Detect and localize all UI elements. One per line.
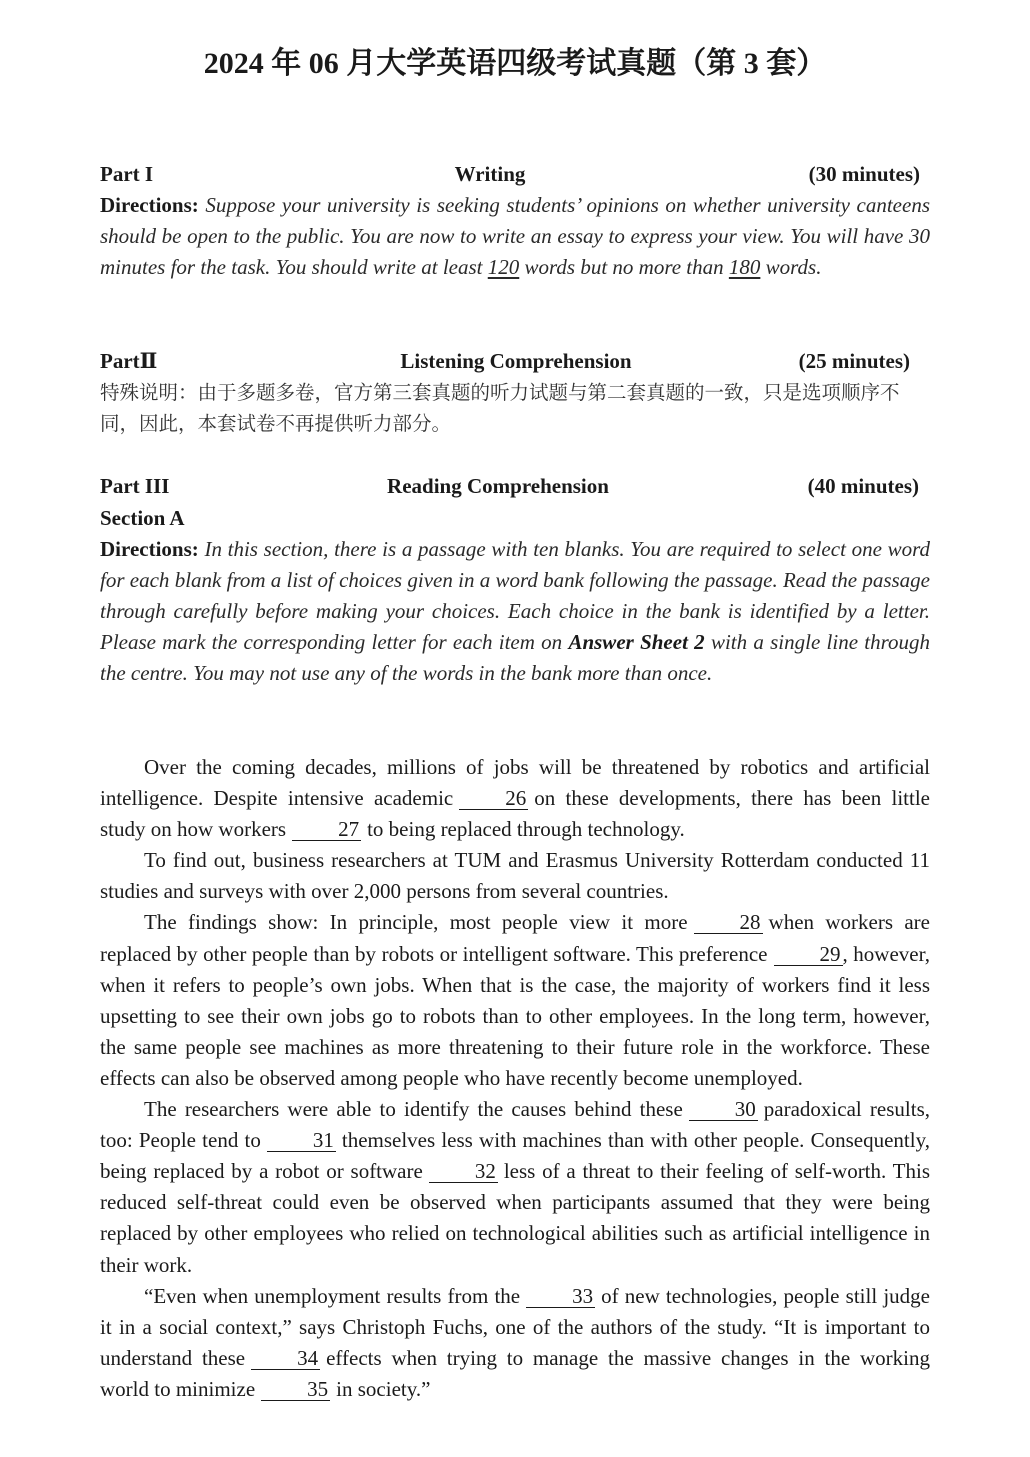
part1-name: Writing xyxy=(454,162,526,186)
part1-directions-text-b: words but no more than xyxy=(524,255,724,279)
part1-directions-text-a: Suppose your university is seeking students’ opinions on whether university canteens should be open to the public. You are now to write an essay to express your view. You will have 30 minutes for the task. You should write at least xyxy=(100,193,930,279)
part1-directions xyxy=(100,190,930,283)
part3-time: (40 minutes) xyxy=(807,474,919,498)
part1-label: Part I xyxy=(100,162,154,186)
part2-header xyxy=(100,346,910,376)
passage-text: on these developments, there has been little study on how workers xyxy=(100,786,930,842)
blank-26: 26 xyxy=(459,787,528,810)
part2-time: (25 minutes) xyxy=(798,349,910,373)
answer-sheet-label: Answer Sheet 2 xyxy=(568,630,705,654)
part1-max-words: 180 xyxy=(728,255,761,279)
blank-31: 31 xyxy=(267,1129,336,1152)
part3-directions-label: Directions: xyxy=(100,537,199,561)
part3-name: Reading Comprehension xyxy=(387,474,609,498)
reading-passage xyxy=(100,752,930,1405)
passage-paragraph-3 xyxy=(100,907,930,1094)
blank-27: 27 xyxy=(292,818,361,841)
part1-time: (30 minutes) xyxy=(808,162,920,186)
section-a-heading: Section A xyxy=(100,506,185,530)
page-title: 2024 年 06 月大学英语四级考试真题（第 3 套） xyxy=(203,47,827,80)
passage-text: Over the coming decades, millions of jobs will be threatened by robotics and artificial intelligence. Despite intensive academic xyxy=(100,755,930,811)
passage-text: The researchers were able to identify the causes behind these xyxy=(144,1097,683,1122)
part1-header xyxy=(100,159,930,189)
passage-text: of new technologies, people still judge it in a social context,” says Christoph Fuchs, one of the authors of the study. “It is important to understand these xyxy=(100,1283,930,1370)
blank-28: 28 xyxy=(694,911,763,934)
passage-text: when workers are replaced by other people than by robots or intelligent software. This preference xyxy=(100,910,930,966)
passage-text: , however, when it refers to people’s own jobs. When that is the case, the majority of workers find it less upsetting to see their own jobs go to robots than to other employees. In the long term, however, the same people see machines as more threatening to their future role in the workforce. These effects can also be observed among people who have recently become unemployed. xyxy=(100,941,930,1090)
blank-33: 33 xyxy=(526,1285,595,1308)
part3-directions-text-b: with a single line through the centre. You may not use any of the words in the bank more than once. xyxy=(100,630,931,685)
part3-header xyxy=(100,471,930,501)
passage-text: themselves less with machines than with other people. Consequently, being replaced by a robot or software xyxy=(100,1128,930,1184)
passage-paragraph-4 xyxy=(100,1094,930,1281)
passage-text: paradoxical results, too: People tend to xyxy=(100,1097,930,1153)
part2-name: Listening Comprehension xyxy=(400,349,632,373)
part2-label: PartⅡ xyxy=(100,349,158,373)
passage-paragraph-1 xyxy=(100,752,930,845)
blank-30: 30 xyxy=(689,1098,758,1121)
blank-35: 35 xyxy=(261,1378,330,1401)
passage-text: “Even when unemployment results from the xyxy=(144,1283,521,1308)
passage-paragraph-5 xyxy=(100,1281,930,1405)
part1-directions-label: Directions: xyxy=(100,193,199,217)
part1-min-words: 120 xyxy=(487,255,520,279)
passage-text: in society.” xyxy=(336,1376,431,1401)
part3-directions-text-a: In this section, there is a passage with ten blanks. You are required to select one word for each blank from a list of choices given in a word bank following the passage. Read the passage through carefully before making your choices. Each choice in the bank is identified by a letter. Please mark the corresponding letter for each item on xyxy=(100,537,930,654)
part3-directions xyxy=(100,534,930,689)
passage-text: less of a threat to their feeling of self-worth. This reduced self-threat could even be observed when participants assumed that they were being replaced by other employees who relied on technological abilities such as artificial intelligence in their work. xyxy=(100,1159,930,1277)
part1-directions-text-c: words. xyxy=(765,255,822,279)
passage-paragraph-2: To find out, business researchers at TUM and Erasmus University Rotterdam conducted 11 studies and surveys with over 2,000 persons from several countries. xyxy=(100,848,930,904)
part2-note: 特殊说明：由于多题多卷，官方第三套真题的听力试题与第二套真题的一致，只是选项顺序不同，因此，本套试卷不再提供听力部分。 xyxy=(100,381,900,435)
blank-32: 32 xyxy=(429,1160,498,1183)
blank-34: 34 xyxy=(251,1347,320,1370)
passage-text: The findings show: In principle, most people view it more xyxy=(144,910,688,935)
passage-text: to being replaced through technology. xyxy=(367,817,685,842)
passage-text: effects when trying to manage the massive changes in the working world to minimize xyxy=(100,1345,930,1401)
part3-label: Part III xyxy=(100,474,170,498)
blank-29: 29 xyxy=(774,943,843,966)
